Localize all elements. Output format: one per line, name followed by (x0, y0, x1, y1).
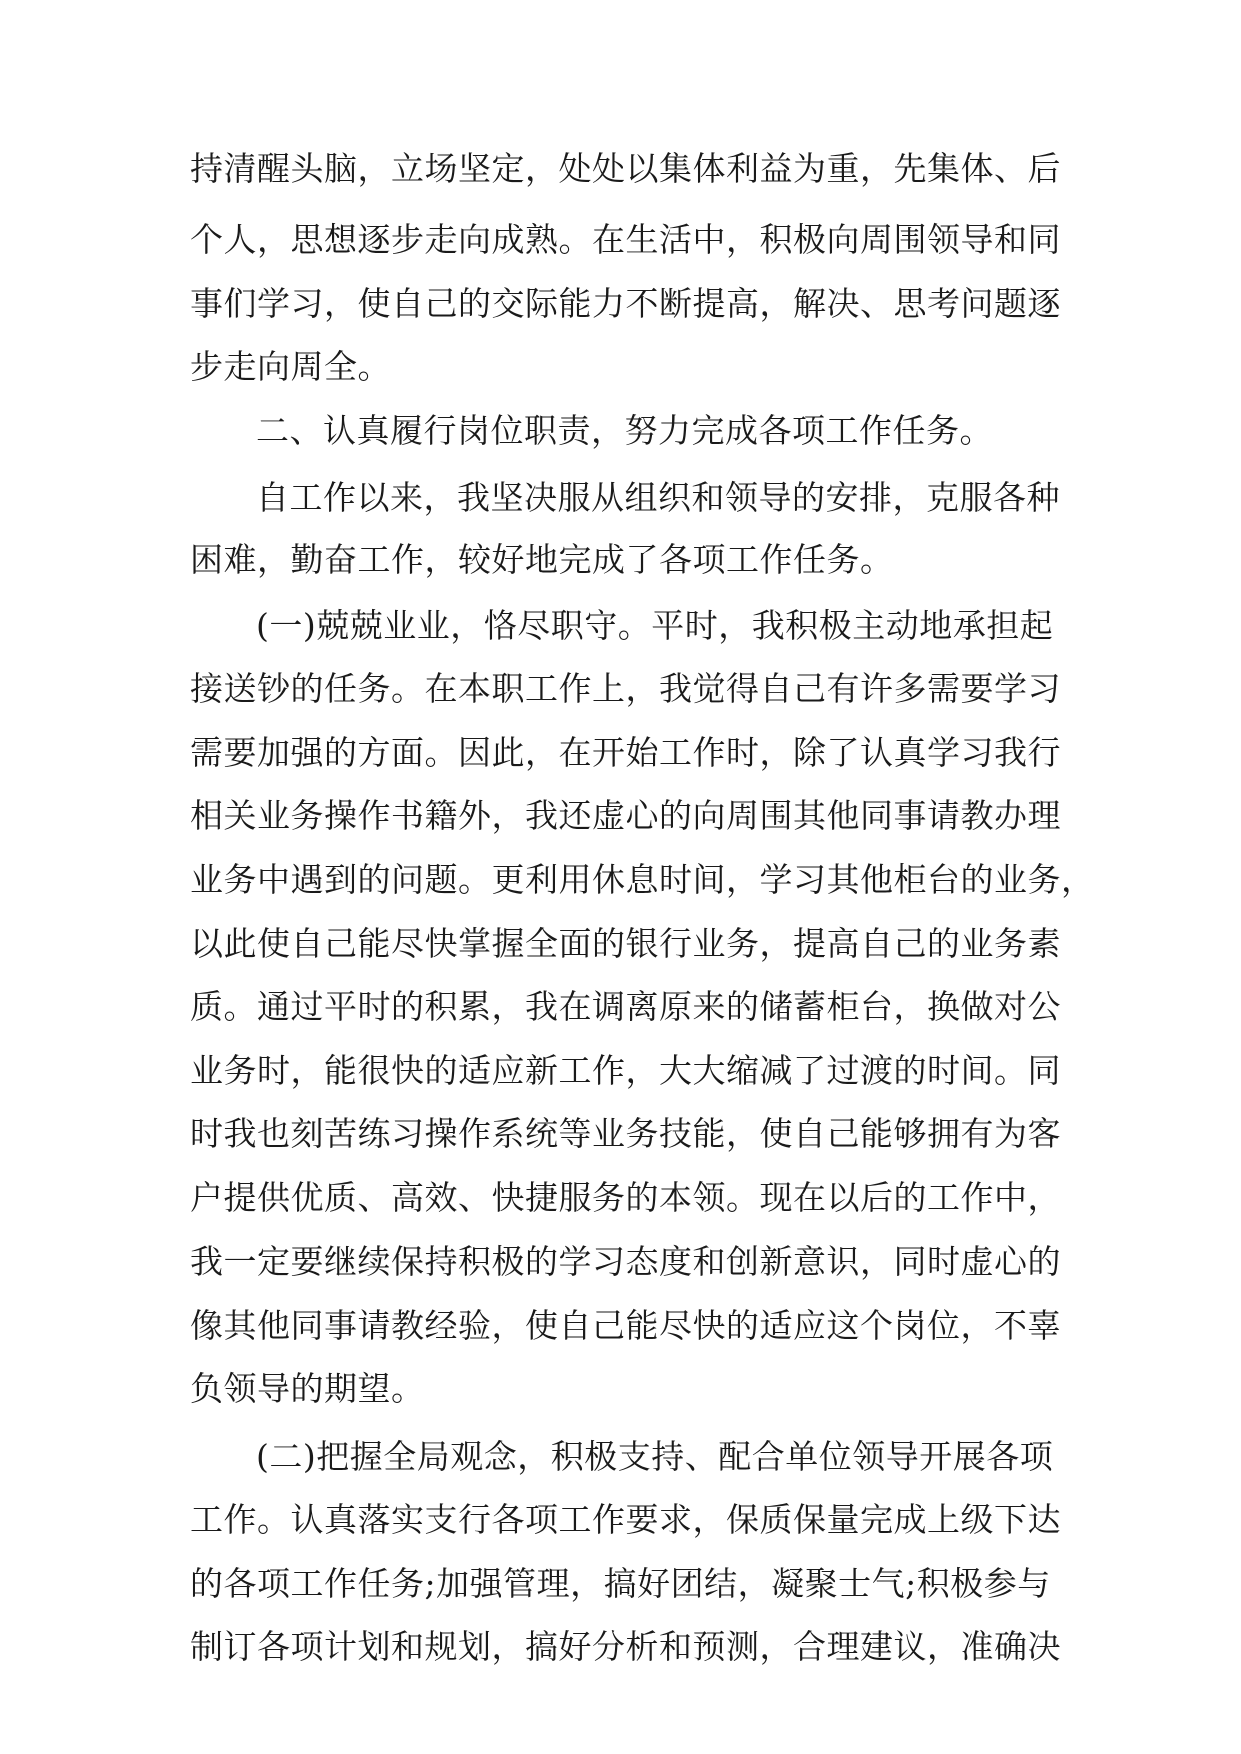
text-line: 我一定要继续保持积极的学习态度和创新意识，同时虚心的 (190, 1242, 1061, 1281)
text-line: 业务中遇到的问题。更利用休息时间，学习其他柜台的业务， (190, 860, 1095, 899)
text-line: 户提供优质、高效、快捷服务的本领。现在以后的工作中， (190, 1178, 1061, 1217)
text-line: 持清醒头脑，立场坚定，处处以集体利益为重，先集体、后 (190, 149, 1061, 188)
text-line: 接送钞的任务。在本职工作上，我觉得自己有许多需要学习 (190, 669, 1061, 708)
text-line: 的各项工作任务;加强管理，搞好团结，凝聚士气;积极参与 (190, 1564, 1051, 1603)
text-line: 质。通过平时的积累，我在调离原来的储蓄柜台，换做对公 (190, 987, 1061, 1026)
text-line: 个人，思想逐步走向成熟。在生活中，积极向周围领导和同 (190, 220, 1061, 259)
text-line: 困难，勤奋工作，较好地完成了各项工作任务。 (190, 540, 894, 579)
text-line: (二)把握全局观念，积极支持、配合单位领导开展各项 (256, 1437, 1054, 1476)
text-line: 时我也刻苦练习操作系统等业务技能，使自己能够拥有为客 (190, 1114, 1061, 1153)
text-line: 工作。认真落实支行各项工作要求，保质保量完成上级下达 (190, 1500, 1061, 1539)
text-line: 相关业务操作书籍外，我还虚心的向周围其他同事请教办理 (190, 796, 1061, 835)
text-line: 步走向周全。 (190, 347, 391, 386)
text-line: 自工作以来，我坚决服从组织和领导的安排，克服各种 (256, 478, 1060, 517)
text-line: 以此使自己能尽快掌握全面的银行业务，提高自己的业务素 (190, 924, 1061, 963)
text-line: (一)兢兢业业，恪尽职守。平时，我积极主动地承担起 (256, 606, 1054, 645)
text-line: 需要加强的方面。因此，在开始工作时，除了认真学习我行 (190, 733, 1061, 772)
section-heading: 二、认真履行岗位职责，努力完成各项工作任务。 (256, 411, 993, 450)
text-line: 事们学习，使自己的交际能力不断提高，解决、思考问题逐 (190, 284, 1061, 323)
text-line: 像其他同事请教经验，使自己能尽快的适应这个岗位，不辜 (190, 1306, 1061, 1345)
text-line: 制订各项计划和规划，搞好分析和预测，合理建议，准确决 (190, 1627, 1061, 1666)
text-line: 业务时，能很快的适应新工作，大大缩减了过渡的时间。同 (190, 1051, 1061, 1090)
text-line: 负领导的期望。 (190, 1369, 425, 1408)
